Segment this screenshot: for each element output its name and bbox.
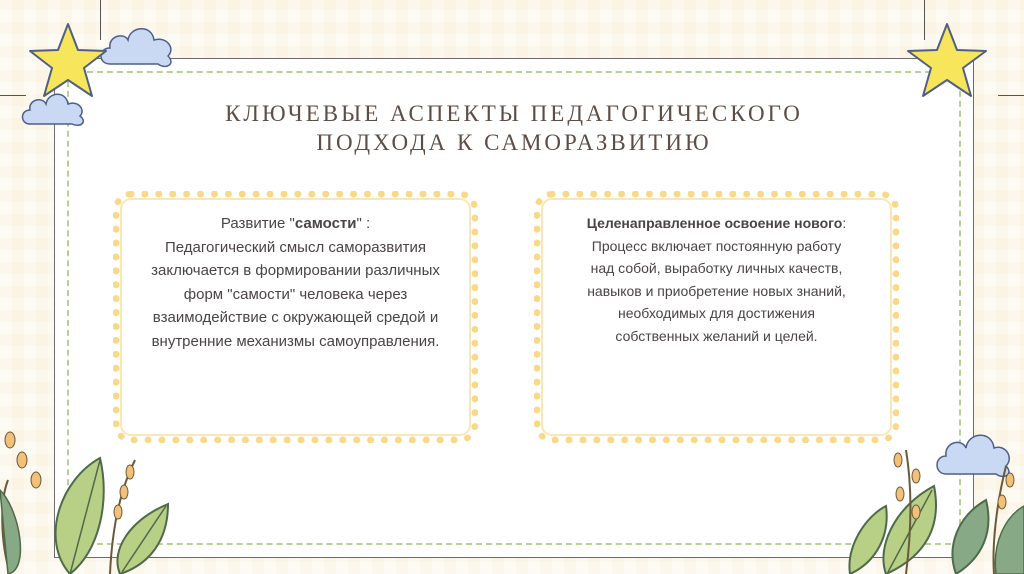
slide-frame xyxy=(54,58,974,558)
card-line: Педагогический смысл саморазвития xyxy=(165,238,426,256)
card-line: взаимодействие с окружающей средой и xyxy=(152,309,439,326)
card-line: навыков и приобретение новых знаний, xyxy=(587,282,846,299)
card-line: Процесс включает постоянную работу xyxy=(591,237,842,254)
card-line: необходимых для достижения xyxy=(617,305,816,321)
card-line: заключается в формировании различных xyxy=(151,262,440,279)
leaf-icon xyxy=(846,446,1024,574)
card-line: внутренние механизмы самоуправления. xyxy=(151,332,440,350)
card-heading-suffix: : xyxy=(842,215,847,231)
star-icon xyxy=(26,20,110,100)
leaf-icon xyxy=(0,420,180,574)
card-samosti xyxy=(113,191,478,443)
card-line: над собой, выработку личных качеств, xyxy=(590,260,843,276)
star-icon xyxy=(904,20,990,100)
card-new-learning xyxy=(534,191,899,443)
slide-title xyxy=(55,99,973,157)
title-line-2: ПОДХОДА К САМОРАЗВИТИЮ xyxy=(316,130,712,155)
card-heading-prefix: Развитие " xyxy=(220,215,295,232)
card-line: форм "самости" человека через xyxy=(183,285,408,303)
card-line: собственных желаний и целей. xyxy=(615,327,818,344)
card-heading xyxy=(142,212,449,236)
side-line-right xyxy=(998,95,1024,96)
card-heading-suffix: " : xyxy=(356,215,371,232)
card-heading-bold: Целенаправленное освоение нового xyxy=(586,215,843,231)
card-heading xyxy=(563,212,870,235)
title-line-1: КЛЮЧЕВЫЕ АСПЕКТЫ ПЕДАГОГИЧЕСКОГО xyxy=(225,101,803,126)
card-heading-bold: самости xyxy=(294,215,357,232)
